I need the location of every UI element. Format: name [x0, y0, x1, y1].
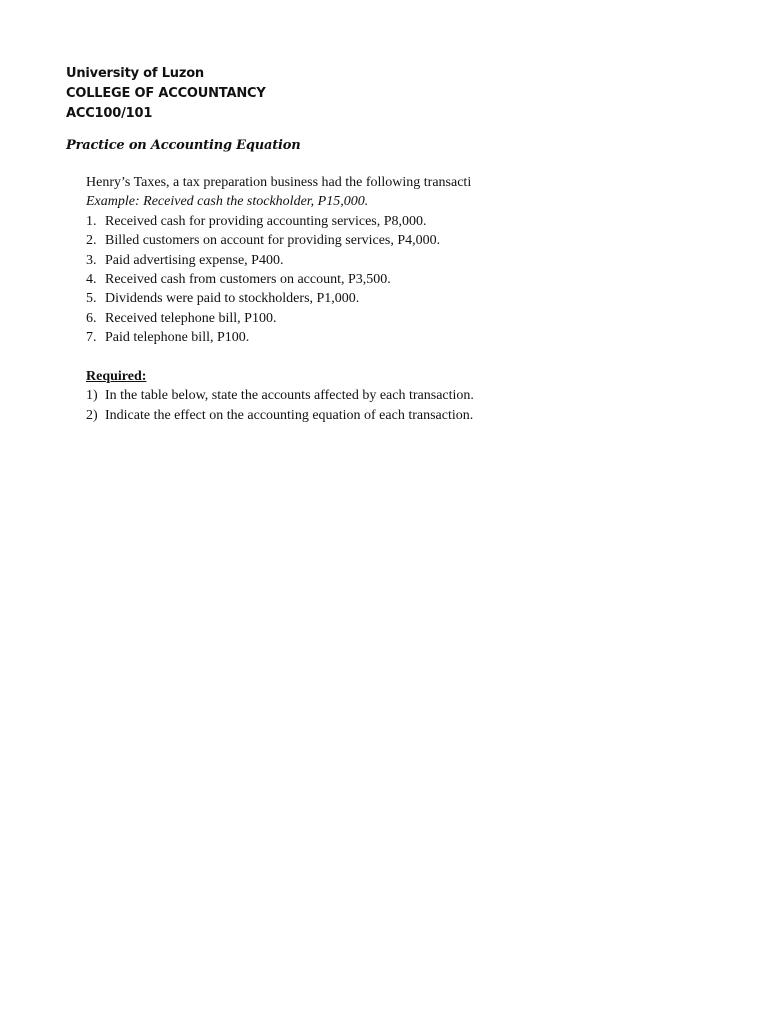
required-section: [86, 367, 474, 425]
transaction-item: [86, 289, 526, 308]
required-text: Indicate the effect on the accounting equation of each transaction.: [105, 407, 474, 423]
transaction-number: 1.: [86, 213, 97, 229]
transaction-number: 2.: [86, 233, 97, 249]
required-label: Required:: [86, 369, 147, 384]
transaction-item: [86, 328, 526, 347]
document-header: [66, 64, 266, 124]
intro-text: Henry’s Taxes, a tax preparation business had the following transacti: [86, 175, 472, 190]
required-item: [86, 406, 474, 425]
transaction-item: [86, 270, 526, 289]
transaction-number: 5.: [86, 291, 97, 307]
transaction-text: Paid telephone bill, P100.: [105, 330, 250, 346]
transaction-item: [86, 231, 526, 250]
required-number: 1): [86, 388, 98, 404]
transaction-text: Received cash from customers on account, P3,500.: [105, 272, 391, 288]
transaction-text: Received telephone bill, P100.: [105, 310, 277, 326]
required-item: [86, 386, 474, 405]
college-name: COLLEGE OF ACCOUNTANCY: [66, 86, 266, 101]
required-text: In the table below, state the accounts affected by each transaction.: [105, 388, 474, 404]
transaction-number: 7.: [86, 330, 97, 346]
transaction-text: Received cash for providing accounting services, P8,000.: [105, 213, 427, 229]
problem-statement: [86, 173, 526, 348]
transaction-text: Paid advertising expense, P400.: [105, 252, 284, 268]
transaction-item: [86, 212, 526, 231]
example-text: Example: Received cash the stockholder, P15,000.: [86, 194, 369, 210]
transaction-text: Billed customers on account for providing services, P4,000.: [105, 233, 441, 249]
transaction-text: Dividends were paid to stockholders, P1,000.: [105, 291, 360, 307]
course-code: ACC100/101: [66, 106, 153, 121]
document-subtitle: Practice on Accounting Equation: [66, 138, 301, 153]
transaction-number: 6.: [86, 310, 97, 326]
required-number: 2): [86, 407, 98, 423]
university-name: University of Luzon: [66, 66, 204, 81]
transaction-item: [86, 251, 526, 270]
transaction-item: [86, 309, 526, 328]
transaction-number: 4.: [86, 272, 97, 288]
transaction-number: 3.: [86, 252, 97, 268]
